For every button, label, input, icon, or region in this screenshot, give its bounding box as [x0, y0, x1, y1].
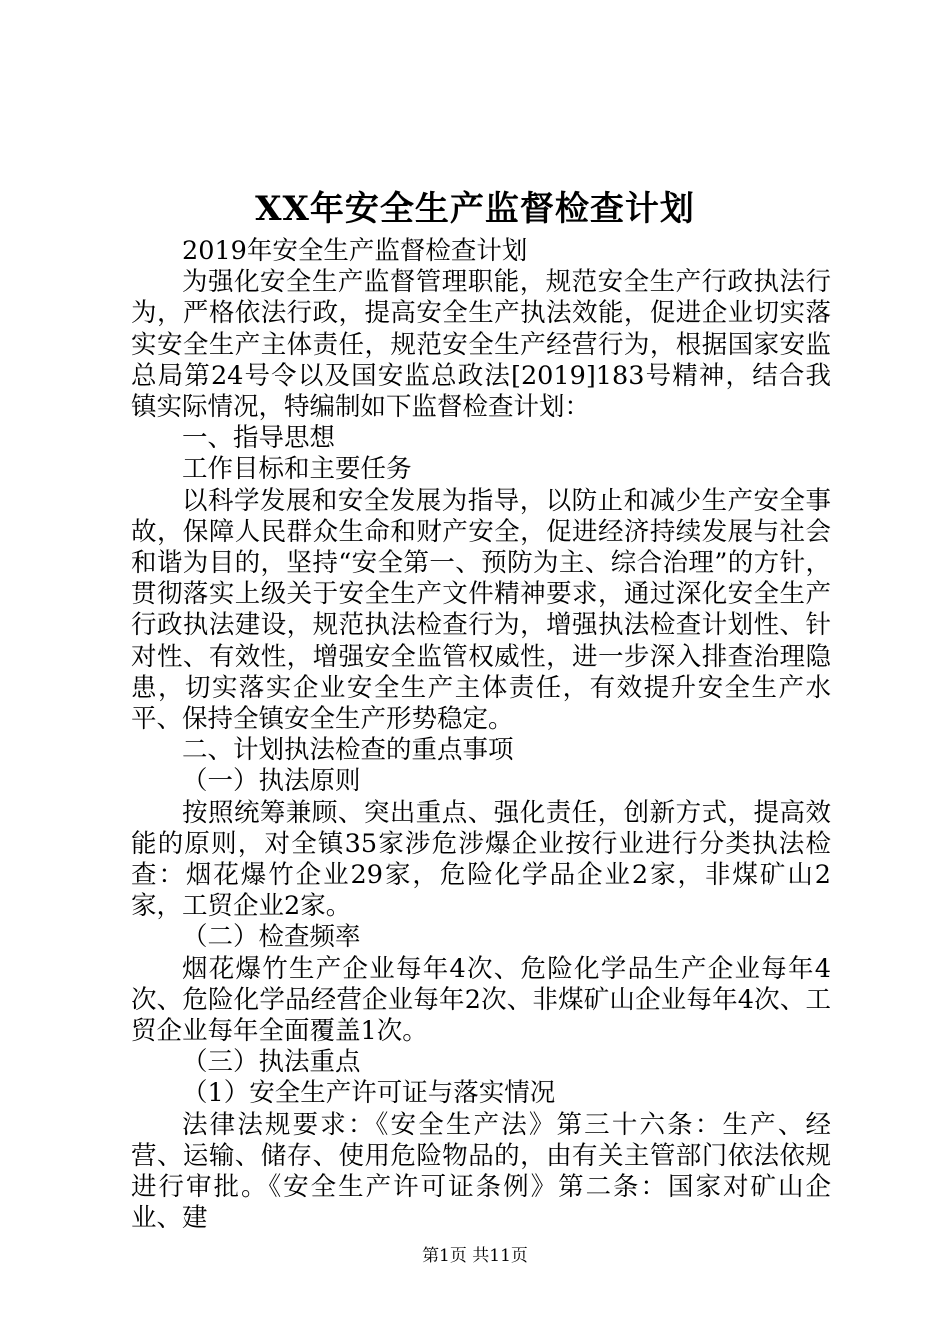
paragraph-frequency: 烟花爆竹生产企业每年4次、危险化学品生产企业每年4次、危险化学品经营企业每年2次、非煤矿山企业每年4次、工贸企业每年全面覆盖1次。: [131, 953, 831, 1047]
subheading-license: （1）安全生产许可证与落实情况: [182, 1078, 556, 1109]
paragraph-subtitle: 2019年安全生产监督检查计划: [182, 236, 528, 266]
paragraph-goals: 以科学发展和安全发展为指导，以防止和减少生产安全事故，保障人民群众生命和财产安全，促进经济持续发展与社会和谐为目的，坚持“安全第一、预防为主、综合治理”的方针，贯彻落实上级关于安全生产文件精神要求，通过深化安全生产行政执法建设，规范执法检查行为，增强执法检查计划性、针对性、有效性，增强安全监管权威性，进一步深入排查治理隐患，切实落实企业安全生产主体责任，有效提升安全生产水平、保持全镇安全生产形势稳定。: [131, 485, 831, 735]
subheading-principles: （一）执法原则: [182, 766, 361, 797]
document-body: [131, 236, 831, 1235]
subheading-focus: （三）执法重点: [182, 1047, 361, 1078]
document-title: XX年安全生产监督检查计划: [255, 189, 695, 229]
subheading-frequency: （二）检查频率: [182, 922, 361, 953]
paragraph-legal: 法律法规要求：《安全生产法》第三十六条：生产、经营、运输、储存、使用危险物品的，由有关主管部门依法依规进行审批。《安全生产许可证条例》第二条：国家对矿山企业、建: [131, 1109, 831, 1234]
subheading-goals: 工作目标和主要任务: [182, 454, 412, 485]
section-heading-1: 一、指导思想: [182, 423, 336, 454]
page-footer: 第1页 共11页: [422, 1246, 528, 1266]
paragraph-intro: 为强化安全生产监督管理职能，规范安全生产行政执法行为，严格依法行政，提高安全生产执法效能，促进企业切实落实安全生产主体责任，规范安全生产经营行为，根据国家安监总局第24号令以及国安监总政法[2019]183号精神，结合我镇实际情况，特编制如下监督检查计划：: [131, 267, 831, 423]
section-heading-2: 二、计划执法检查的重点事项: [182, 735, 514, 766]
paragraph-principles: 按照统筹兼顾、突出重点、强化责任，创新方式，提高效能的原则，对全镇35家涉危涉爆企业按行业进行分类执法检查：烟花爆竹企业29家，危险化学品企业2家，非煤矿山2家，工贸企业2家。: [131, 797, 831, 922]
